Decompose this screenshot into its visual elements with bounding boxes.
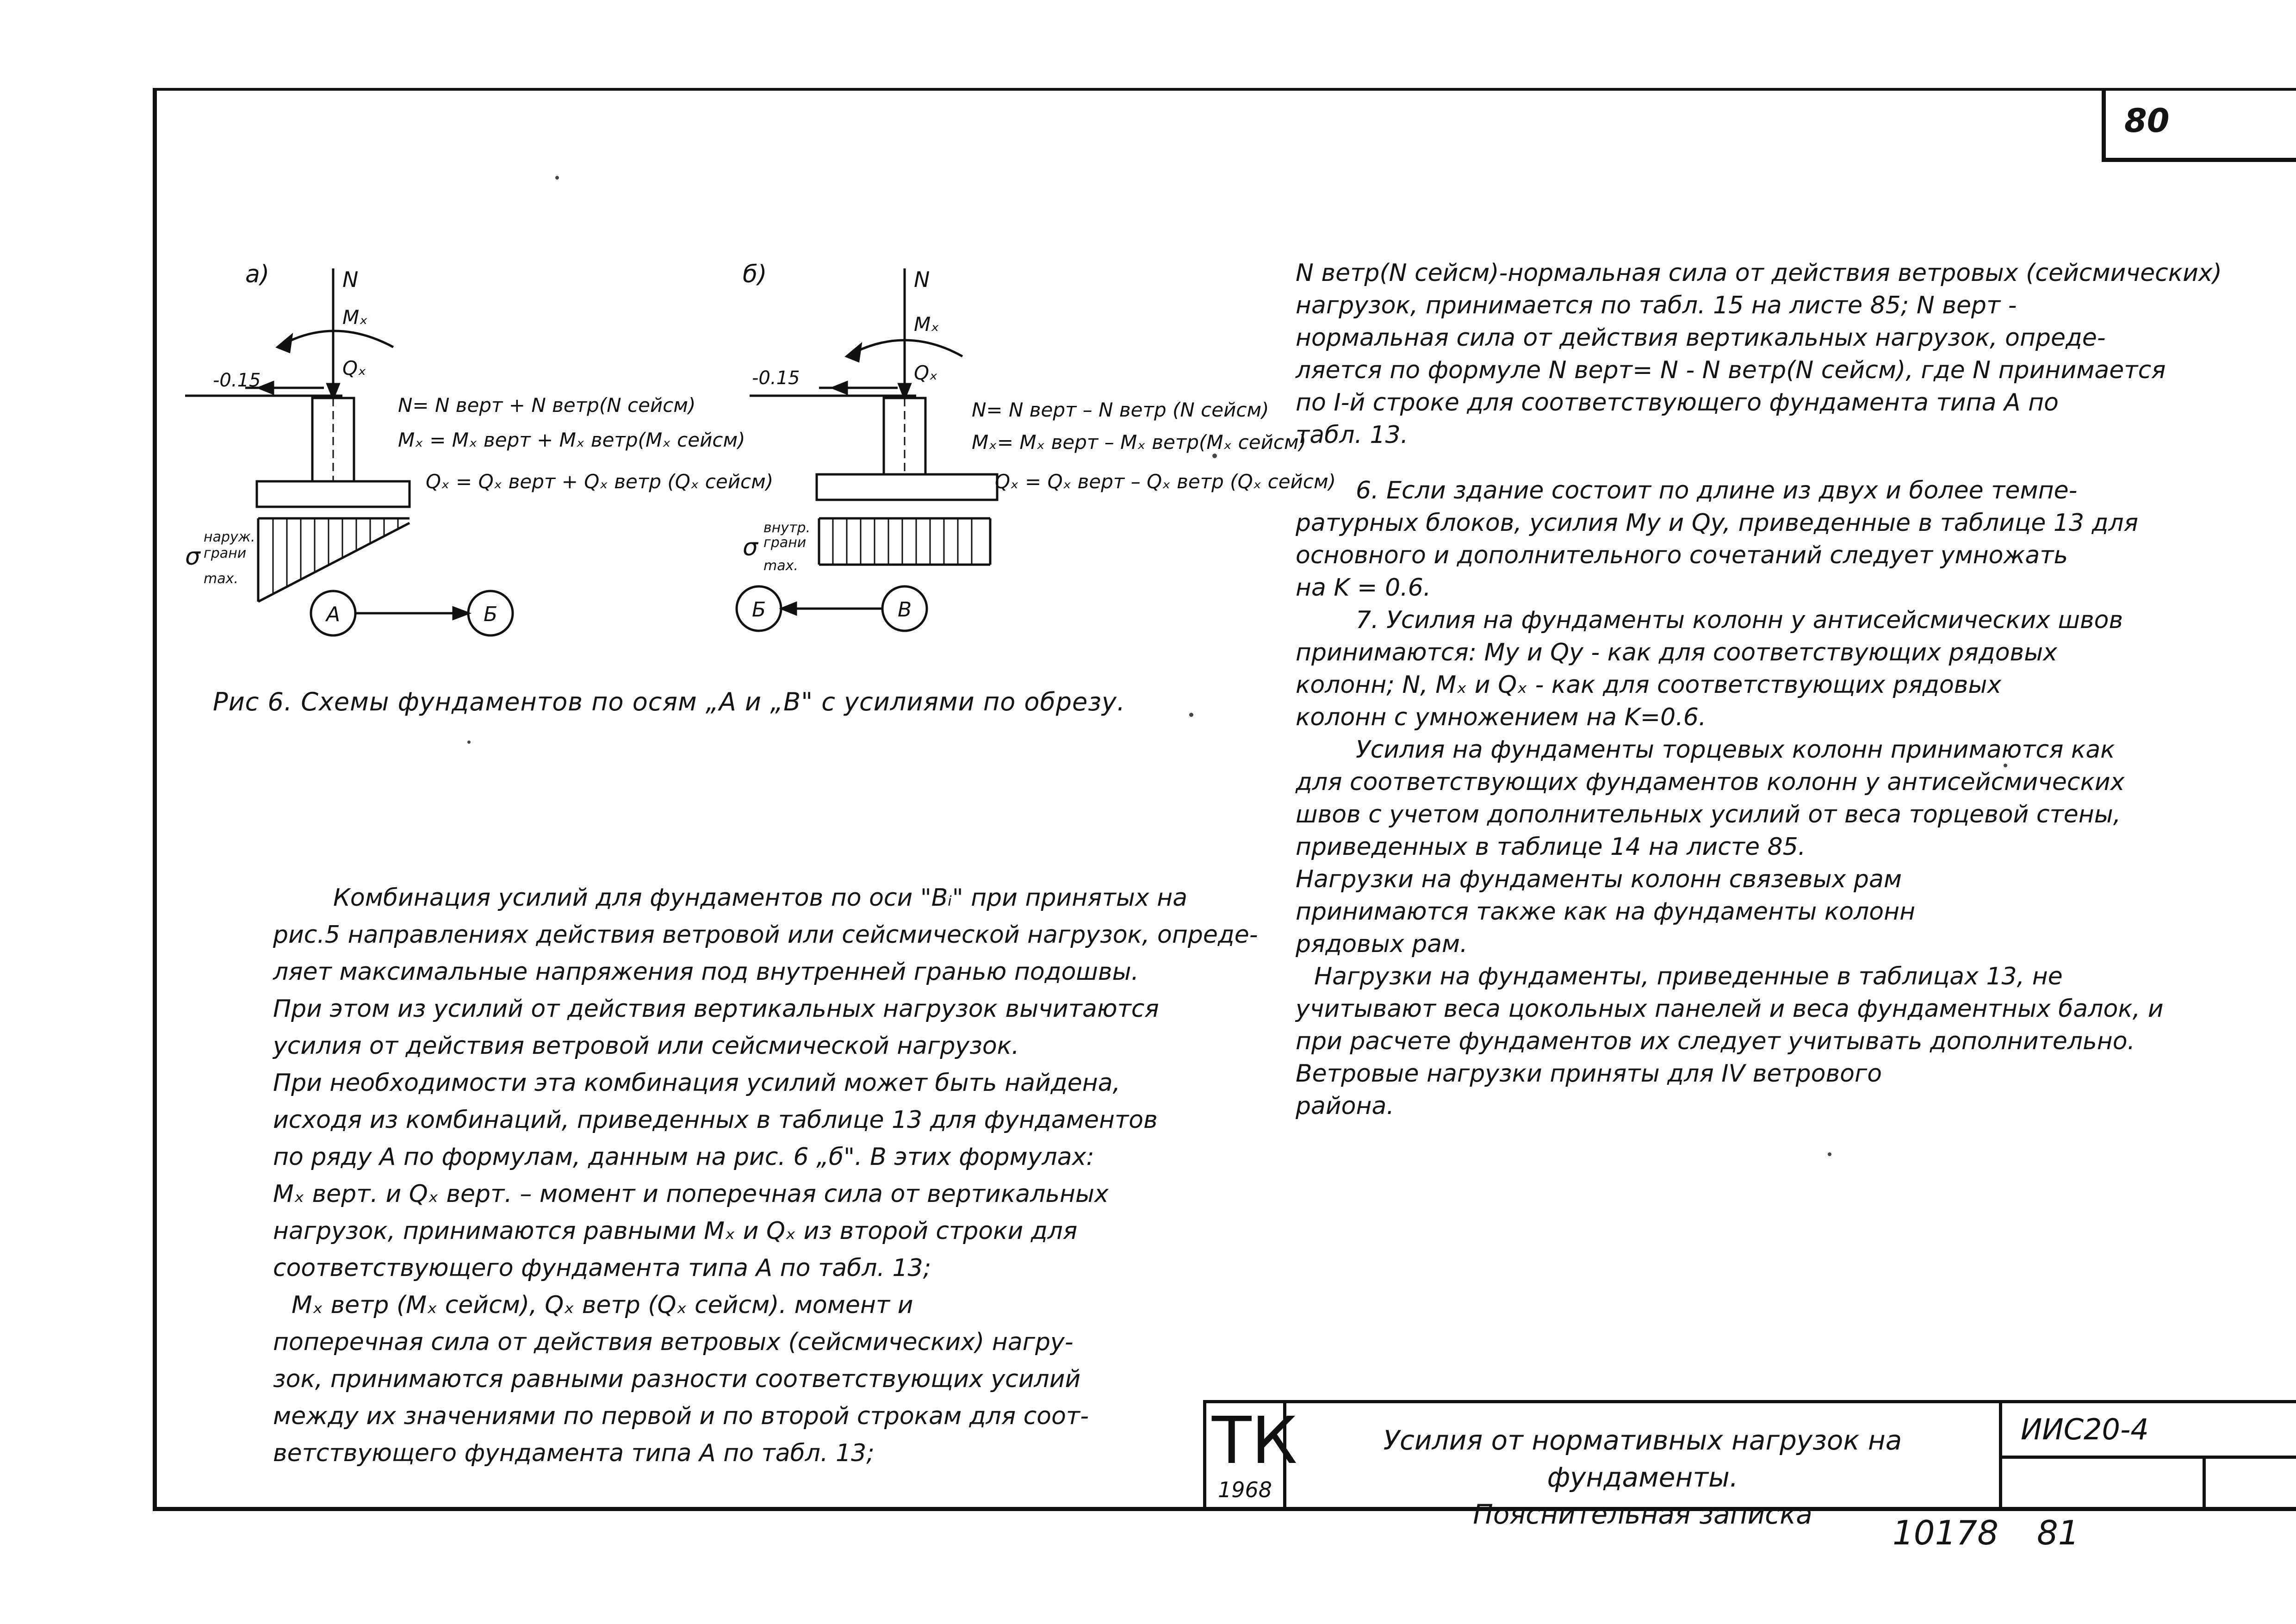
- scheme-b-stress-label-2: грани: [763, 535, 807, 551]
- scheme-a-N: N: [342, 267, 359, 292]
- right-paragraph-line: принимаются: My и Qy - как для соответствующих рядовых: [1296, 639, 2058, 666]
- left-paragraph-line: Mₓ ветр (Mₓ сейсм), Qₓ ветр (Qₓ сейсм). момент и: [292, 1291, 913, 1319]
- title-block-divider: [2203, 1456, 2206, 1511]
- scheme-a-formula-M: Mₓ = Mₓ верт + Mₓ ветр(Mₓ сейсм): [398, 429, 745, 451]
- scheme-a-axis-from: А: [326, 603, 341, 626]
- right-paragraph-line: основного и дополнительного сочетаний следует умножать: [1296, 541, 2068, 569]
- right-paragraph-line: N ветр(N сейсм)-нормальная сила от действия ветровых (сейсмических): [1296, 259, 2222, 287]
- left-paragraph-line: соответствующего фундамента типа А по табл. 13;: [273, 1254, 931, 1282]
- scheme-a-stress-label-3: max.: [204, 571, 238, 587]
- archive-number-value: 10178: [1893, 1513, 1999, 1552]
- right-paragraph-line: Нагрузки на фундаменты колонн связевых рам: [1296, 865, 1902, 893]
- scheme-b-level: -0.15: [752, 367, 800, 389]
- left-paragraph-line: рис.5 направлениях действия ветровой или сейсмической нагрузок, опреде-: [273, 921, 1258, 949]
- scan-speck: [467, 740, 471, 744]
- right-paragraph-line: района.: [1296, 1092, 1394, 1120]
- series-code: ИИС20-4: [2021, 1412, 2149, 1446]
- tk-mark: ТК: [1212, 1403, 1297, 1479]
- scheme-b-N: N: [914, 267, 930, 292]
- scan-speck: [1212, 454, 1217, 458]
- left-paragraph-line: ляет максимальные напряжения под внутренней гранью подошвы.: [273, 958, 1139, 986]
- right-paragraph-line: для соответствующих фундаментов колонн у антисейсмических: [1296, 768, 2125, 796]
- scan-speck: [1828, 1152, 1831, 1156]
- left-paragraph-line: При необходимости эта комбинация усилий может быть найдена,: [273, 1069, 1121, 1097]
- right-paragraph-line: на K = 0.6.: [1296, 574, 1431, 602]
- scheme-b-Qx: Qₓ: [914, 361, 938, 384]
- title-block-year: 1968: [1218, 1477, 1272, 1502]
- left-paragraph-line: между их значениями по первой и по второй строкам для соот-: [273, 1402, 1089, 1430]
- scheme-a-sigma: σ: [185, 543, 200, 571]
- left-paragraph-line: по ряду А по формулам, данным на рис. 6 „б". В этих формулах:: [273, 1143, 1094, 1171]
- scheme-b-stress-label-3: max.: [763, 558, 798, 574]
- left-paragraph-line: зок, принимаются равными разности соответствующих усилий: [273, 1365, 1081, 1393]
- scan-speck: [555, 176, 559, 180]
- scheme-b-formula-M: Mₓ= Mₓ верт – Mₓ ветр(Mₓ сейсм): [972, 431, 1307, 454]
- right-paragraph-line: Нагрузки на фундаменты, приведенные в таблицах 13, не: [1314, 963, 2063, 990]
- scheme-b-formula-N: N= N верт – N ветр (N сейсм): [972, 398, 1269, 421]
- scheme-a-formula-N: N= N верт + N ветр(N сейсм): [398, 394, 696, 417]
- scan-speck: [2004, 764, 2007, 767]
- right-paragraph-line: Ветровые нагрузки приняты для IV ветрового: [1296, 1060, 1882, 1088]
- right-paragraph-line: ляется по формуле N верт= N - N ветр(N сейсм), где N принимается: [1296, 356, 2166, 384]
- left-paragraph-line: исходя из комбинаций, приведенных в таблице 13 для фундаментов: [273, 1106, 1158, 1134]
- right-paragraph-line: нормальная сила от действия вертикальных нагрузок, опреде-: [1296, 324, 2106, 352]
- right-paragraph-line: по I-й строке для соответствующего фундамента типа А по: [1296, 389, 2059, 417]
- left-paragraph-line: Комбинация усилий для фундаментов по оси "Вᵢ" при принятых на: [333, 884, 1188, 912]
- right-paragraph-line: колонн; N, Mₓ и Qₓ - как для соответствующих рядовых: [1296, 671, 2002, 699]
- scheme-a-stress-label-2: грани: [204, 545, 247, 561]
- left-paragraph-line: ветствующего фундамента типа А по табл. 13;: [273, 1439, 875, 1467]
- scheme-b-stress-label-1: внутр.: [763, 520, 811, 536]
- sheet-number: 80: [2124, 102, 2170, 140]
- scheme-b-sigma: σ: [743, 534, 758, 561]
- scheme-a-label: а): [245, 261, 270, 288]
- scheme-a-level: -0.15: [213, 370, 261, 391]
- figure-caption: Рис 6. Схемы фундаментов по осям „А и „В" с усилиями по обрезу.: [213, 687, 1126, 716]
- left-column-text: [273, 879, 1258, 1472]
- right-paragraph-line: 6. Если здание состоит по длине из двух и более темпе-: [1356, 477, 2078, 504]
- right-paragraph-line: 7. Усилия на фундаменты колонн у антисейсмических швов: [1356, 606, 2123, 634]
- sheet-number-box: [2102, 88, 2296, 162]
- scheme-b-axis-from: Б: [752, 598, 766, 622]
- right-paragraph-line: учитывают веса цокольных панелей и веса фундаментных балок, и: [1296, 995, 2164, 1023]
- right-paragraph-line: при расчете фундаментов их следует учитывать дополнительно.: [1296, 1027, 2135, 1055]
- scheme-b: [737, 261, 1336, 631]
- scan-speck: [1189, 713, 1193, 717]
- left-paragraph-line: нагрузок, принимаются равными Mₓ и Qₓ из второй строки для: [273, 1217, 1078, 1245]
- scheme-b-label: б): [743, 261, 767, 288]
- right-paragraph-line: табл. 13.: [1296, 421, 1409, 449]
- foundation-schemes-figure: [185, 241, 1336, 703]
- right-paragraph-line: нагрузок, принимается по табл. 15 на листе 85; N верт -: [1296, 292, 2017, 319]
- right-paragraph-line: принимаются также как на фундаменты колонн: [1296, 898, 1916, 926]
- title-line-1: Усилия от нормативных нагрузок на фундаменты.: [1383, 1425, 1902, 1493]
- right-paragraph-line: рядовых рам.: [1296, 930, 1468, 958]
- title-block: [1203, 1400, 2296, 1530]
- title-block-title: [1296, 1422, 1990, 1533]
- right-paragraph-line: колонн с умножением на K=0.6.: [1296, 703, 1706, 731]
- archive-sheet-value: 81: [2036, 1513, 2079, 1552]
- title-line-2: Пояснительная записка: [1473, 1499, 1812, 1530]
- scheme-b-formula-Q: Qₓ = Qₓ верт – Qₓ ветр (Qₓ сейсм): [995, 470, 1336, 493]
- title-block-tk-cell: [1203, 1403, 1297, 1511]
- right-column-text: [1296, 257, 2222, 1122]
- scheme-a-Qx: Qₓ: [342, 357, 366, 380]
- left-paragraph-line: Mₓ верт. и Qₓ верт. – момент и поперечная сила от вертикальных: [273, 1180, 1109, 1208]
- left-paragraph-line: усилия от действия ветровой или сейсмической нагрузок.: [273, 1032, 1019, 1060]
- right-paragraph-line: швов с учетом дополнительных усилий от веса торцевой стены,: [1296, 801, 2121, 828]
- scheme-b-Mx: Mₓ: [914, 313, 939, 336]
- right-paragraph-line: ратурных блоков, усилия My и Qy, приведенные в таблице 13 для: [1296, 509, 2139, 537]
- scheme-a-stress-label-1: наруж.: [204, 529, 255, 545]
- scheme-a-Mx: Mₓ: [342, 306, 368, 329]
- title-block-code-cell: [1999, 1403, 2296, 1459]
- right-paragraph-line: Усилия на фундаменты торцевых колонн принимаются как: [1356, 736, 2115, 764]
- left-paragraph-line: При этом из усилий от действия вертикальных нагрузок вычитаются: [273, 995, 1159, 1023]
- scheme-a-axis-to: Б: [484, 603, 498, 626]
- left-paragraph-line: поперечная сила от действия ветровых (сейсмических) нагру-: [273, 1328, 1074, 1356]
- archive-number: [1893, 1513, 2079, 1552]
- right-paragraph-line: приведенных в таблице 14 на листе 85.: [1296, 833, 1806, 861]
- scheme-b-axis-to: В: [898, 598, 912, 622]
- title-block-sub-cell: [1999, 1456, 2296, 1511]
- scheme-a-formula-Q: Qₓ = Qₓ верт + Qₓ ветр (Qₓ сейсм): [426, 470, 774, 493]
- scheme-a: [185, 261, 773, 635]
